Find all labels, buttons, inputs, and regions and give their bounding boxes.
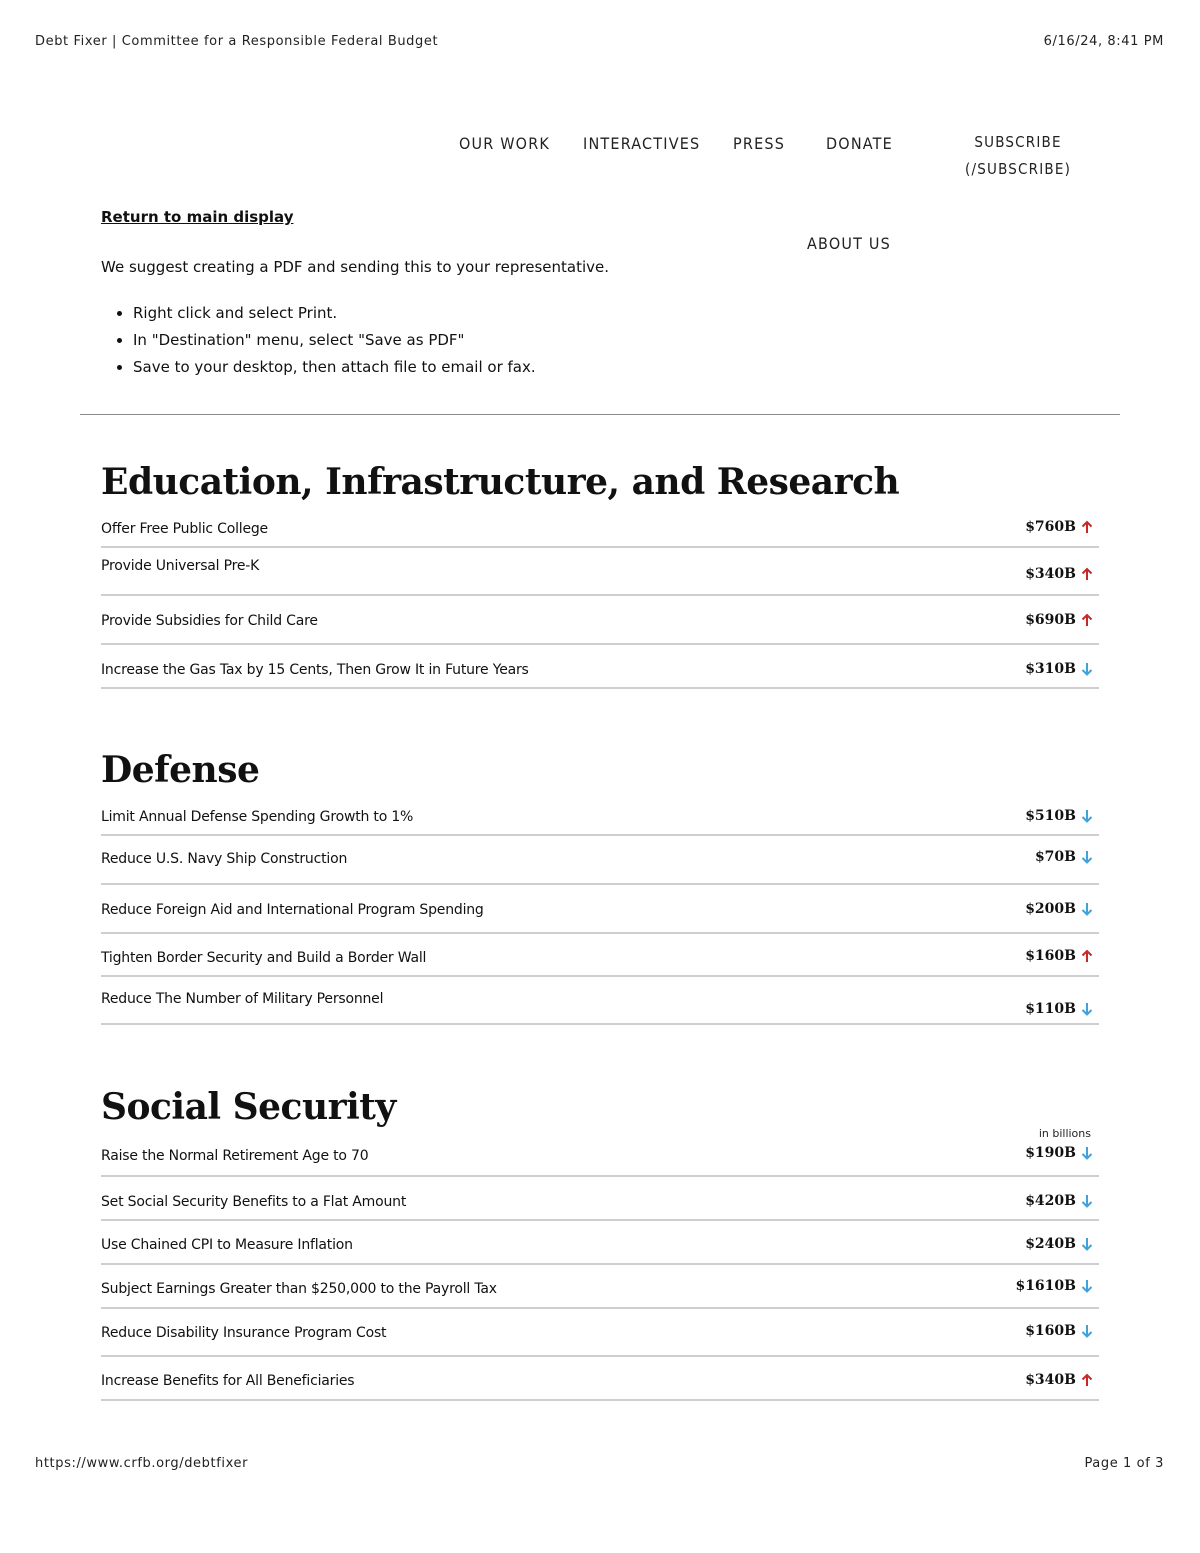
nav-subscribe-line1: SUBSCRIBE	[974, 133, 1062, 151]
policy-amount	[1025, 1145, 1093, 1161]
policy-row	[101, 934, 1099, 977]
amount-value: $70B	[1034, 849, 1076, 865]
policy-amount	[1025, 1236, 1093, 1252]
amount-value: $200B	[1025, 901, 1076, 917]
amount-value: $310B	[1025, 661, 1076, 677]
nav-subscribe-line2: (/SUBSCRIBE)	[965, 160, 1072, 178]
pdf-step: • Save to your desktop, then attach file to email or fax.	[133, 358, 801, 376]
arrow-up-icon	[1081, 520, 1093, 534]
nav-interactives[interactable]: INTERACTIVES	[583, 134, 701, 153]
section-social-security	[101, 1081, 1099, 1401]
policy-label: Reduce The Number of Military Personnel	[101, 991, 384, 1007]
print-footer-url: https://www.crfb.org/debtfixer	[35, 1456, 249, 1471]
arrow-down-icon	[1081, 1324, 1093, 1338]
policy-row	[101, 836, 1099, 885]
policy-amount	[1025, 612, 1093, 628]
policy-amount	[1025, 1001, 1093, 1017]
policy-label: Provide Universal Pre-K	[101, 558, 260, 574]
amount-value: $510B	[1025, 808, 1076, 824]
amount-value: $420B	[1025, 1193, 1076, 1209]
arrow-down-icon	[1081, 662, 1093, 676]
amount-value: $1610B	[1015, 1278, 1076, 1294]
policy-amount	[1025, 519, 1093, 535]
nav-about-us[interactable]: ABOUT US	[807, 234, 891, 253]
policy-amount	[1025, 1372, 1093, 1388]
arrow-down-icon	[1081, 850, 1093, 864]
arrow-down-icon	[1081, 1146, 1093, 1160]
policy-label: Reduce Disability Insurance Program Cost	[101, 1325, 387, 1341]
policy-amount	[1025, 901, 1093, 917]
policy-row	[101, 1265, 1099, 1309]
amount-value: $240B	[1025, 1236, 1076, 1252]
section-title: Education, Infrastructure, and Research	[101, 461, 900, 503]
policy-row	[101, 1357, 1099, 1401]
divider	[80, 414, 1120, 415]
nav-donate[interactable]: DONATE	[826, 134, 893, 153]
policy-label: Limit Annual Defense Spending Growth to 1%	[101, 809, 414, 825]
arrow-up-icon	[1081, 613, 1093, 627]
policy-amount	[1025, 808, 1093, 824]
policy-amount	[1015, 1278, 1093, 1294]
arrow-up-icon	[1081, 949, 1093, 963]
policy-amount	[1025, 661, 1093, 677]
policy-row	[101, 508, 1099, 548]
pdf-step: • Right click and select Print.	[133, 304, 801, 322]
section-title: Social Security	[101, 1086, 396, 1128]
policy-label: Reduce U.S. Navy Ship Construction	[101, 851, 348, 867]
arrow-down-icon	[1081, 809, 1093, 823]
amount-value: $190B	[1025, 1145, 1076, 1161]
policy-label: Reduce Foreign Aid and International Program Spending	[101, 902, 484, 918]
policy-amount	[1025, 1323, 1093, 1339]
intro	[101, 208, 801, 385]
policy-label: Provide Subsidies for Child Care	[101, 613, 318, 629]
print-header-datetime: 6/16/24, 8:41 PM	[1043, 34, 1164, 49]
pdf-suggestion: We suggest creating a PDF and sending this to your representative.	[101, 258, 609, 276]
pdf-steps	[101, 304, 801, 376]
print-header-title: Debt Fixer | Committee for a Responsible Federal Budget	[35, 34, 439, 49]
arrow-up-icon	[1081, 1373, 1093, 1387]
policy-amount	[1035, 849, 1093, 865]
amount-value: $340B	[1025, 566, 1076, 582]
policy-label: Subject Earnings Greater than $250,000 to the Payroll Tax	[101, 1281, 497, 1297]
section-defense	[101, 744, 1099, 1025]
nav-subscribe[interactable]	[965, 129, 1071, 183]
policy-row	[101, 1309, 1099, 1357]
policy-label: Use Chained CPI to Measure Inflation	[101, 1237, 353, 1253]
unit-note: in billions	[1038, 1127, 1091, 1140]
policy-amount	[1025, 566, 1093, 582]
policy-row	[101, 596, 1099, 645]
print-header	[35, 34, 1164, 49]
policy-label: Offer Free Public College	[101, 521, 268, 537]
arrow-up-icon	[1081, 567, 1093, 581]
policy-row	[101, 1177, 1099, 1221]
arrow-down-icon	[1081, 902, 1093, 916]
policy-row	[101, 885, 1099, 934]
policy-amount	[1025, 1193, 1093, 1209]
amount-value: $340B	[1025, 1372, 1076, 1388]
amount-value: $690B	[1025, 612, 1076, 628]
policy-label: Tighten Border Security and Build a Border Wall	[101, 950, 427, 966]
arrow-down-icon	[1081, 1194, 1093, 1208]
policy-row	[101, 1127, 1099, 1177]
policy-row	[101, 1221, 1099, 1265]
print-footer-page: Page 1 of 3	[1084, 1456, 1164, 1471]
nav-our-work[interactable]: OUR WORK	[459, 134, 551, 153]
nav-press[interactable]: PRESS	[733, 134, 786, 153]
policy-label: Increase Benefits for All Beneficiaries	[101, 1373, 355, 1389]
arrow-down-icon	[1081, 1237, 1093, 1251]
section-education	[101, 456, 1099, 689]
policy-amount	[1025, 948, 1093, 964]
pdf-step: • In "Destination" menu, select "Save as PDF"	[133, 331, 801, 349]
section-title: Defense	[101, 749, 260, 791]
amount-value: $110B	[1025, 1001, 1076, 1017]
policy-label: Increase the Gas Tax by 15 Cents, Then Grow It in Future Years	[101, 662, 529, 678]
amount-value: $760B	[1025, 519, 1076, 535]
arrow-down-icon	[1081, 1002, 1093, 1016]
policy-label: Set Social Security Benefits to a Flat Amount	[101, 1194, 407, 1210]
policy-row	[101, 645, 1099, 689]
policy-row	[101, 548, 1099, 596]
arrow-down-icon	[1081, 1279, 1093, 1293]
policy-row	[101, 796, 1099, 836]
print-footer	[35, 1456, 1164, 1471]
policy-label: Raise the Normal Retirement Age to 70	[101, 1148, 369, 1164]
amount-value: $160B	[1025, 1323, 1076, 1339]
amount-value: $160B	[1025, 948, 1076, 964]
return-to-main-link[interactable]: Return to main display	[101, 208, 294, 226]
policy-row	[101, 977, 1099, 1025]
